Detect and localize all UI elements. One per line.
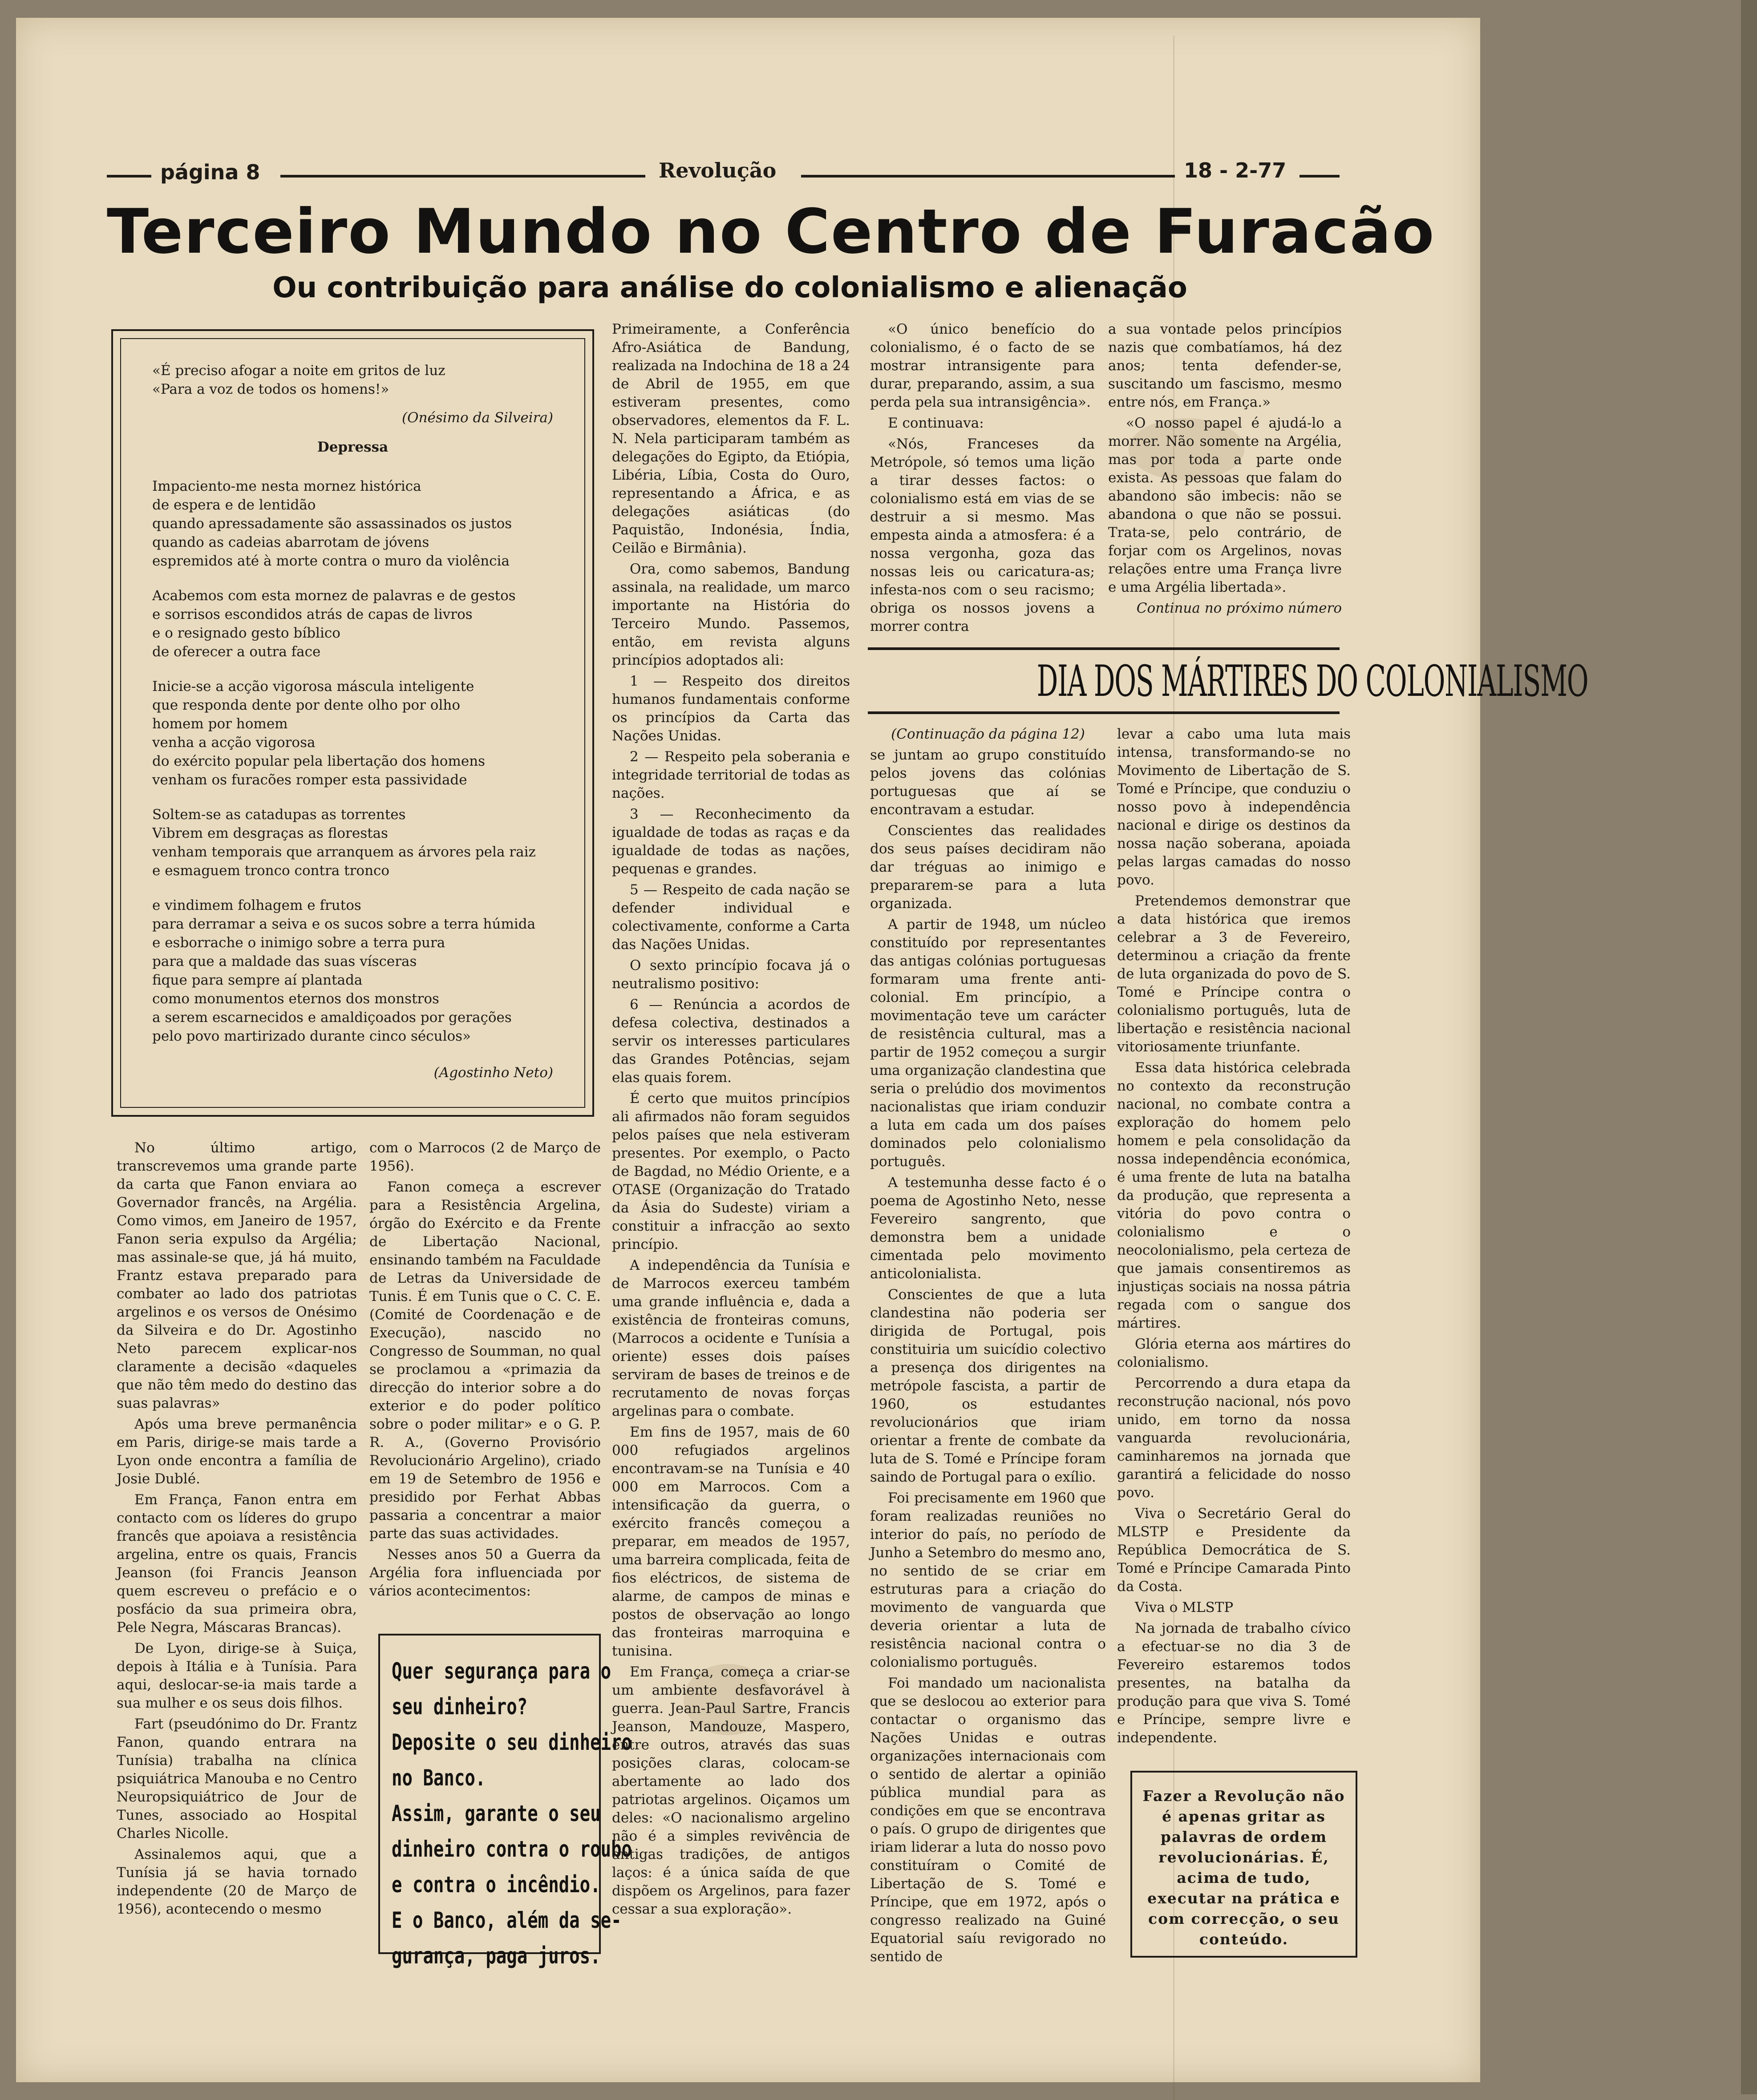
martyrs-column-2 <box>1117 725 1351 1750</box>
paragraph: E continuava: <box>888 415 984 431</box>
paragraph: 3 — Reconhecimento da igualdade de todas as raças e da igualdade de todas as nações, pequenas e grandes. <box>612 806 850 877</box>
poem-line: venha a acção vigorosa <box>152 735 316 751</box>
poem-line: Vibrem em desgraças as florestas <box>152 825 388 841</box>
paragraph: A testemunha desse facto é o poema de Agostinho Neto, nesse Fevereiro sangrento, que demonstra bem a unidade cimentada pelo movimento anticolonialista. <box>870 1175 1106 1282</box>
paragraph: 1 — Respeito dos direitos humanos fundamentais conforme os princípios da Carta das Nações Unidas. <box>612 673 850 744</box>
poem-line: fique para sempre aí plantada <box>152 972 363 988</box>
paragraph: Fanon começa a escrever para a Resistência Argelina, órgão do Exército e da Frente de Libertação Nacional, ensinando também na Faculdade de Letras da Universidade de Tunis. É em Tunis que o C. C. E. (Comité de Coordenação e de Execução), nascido no Congresso de Soumman, no qual se proclamou a «primazia da direcção do interior sobre a do exterior e do poder político sobre o poder militar» e o G. P. R. A., (Governo Provisório Revolucionário Argelino), criado em 19 de Setembro de 1956 e presidido por Ferhat Abbas passaria a concentrar a maior parte das suas actividades. <box>369 1179 601 1542</box>
poem-epigraph-line: «Para a voz de todos os homens!» <box>152 381 389 397</box>
header-rule <box>1300 175 1340 178</box>
paragraph: Primeiramente, a Conferência Afro-Asiática de Bandung, realizada na Indochina de 18 a 24 de Abril de 1955, em que estiveram presentes, como observadores, elementos da F. L. N. Nela participaram também as delegações do Egipto, da Etiópia, Libéria, Líbia, Costa do Ouro, representando a África, e as delegações asiáticas (do Paquistão, Indonésia, Índia, Ceilão e Birmânia). <box>612 321 850 556</box>
paragraph: «O nosso papel é ajudá-lo a morrer. Não somente na Argélia, mas por toda a parte onde exista. As pessoas que falam do abandono são imbecis: não se abandona o que não se possui. Trata-se, pelo contrário, de forjar com os Argelinos, novas relações entre uma França livre e uma Argélia libertada». <box>1108 415 1342 595</box>
poem-line: e sorrisos escondidos atrás de capas de livros <box>152 606 473 622</box>
poem-line: quando apressadamente são assassinados os justos <box>152 516 512 532</box>
header-rule <box>107 175 151 178</box>
poem-line: e esborrache o inimigo sobre a terra pura <box>152 935 445 951</box>
poem-author: (Agostinho Neto) <box>433 1065 553 1081</box>
paragraph: Viva o Secretário Geral do MLSTP e Presidente da República Democrática de S. Tomé e Príncipe Camarada Pinto da Costa. <box>1117 1506 1351 1595</box>
paragraph: Viva o MLSTP <box>1135 1599 1234 1615</box>
ad-line: no Banco. <box>392 1765 486 1791</box>
poem-line: espremidos até à morte contra o muro da violência <box>152 553 510 569</box>
paragraph: «Nós, Franceses da Metrópole, só temos uma lição a tirar desses factos: o colonialismo está em vias de se destruir a si mesmo. Mas empesta ainda a atmosfera: é a nossa vergonha, goza das nossas leis ou caricatura-as; infesta-nos com o seu racismo; obriga os nossos jovens a morrer contra <box>870 436 1095 634</box>
article-column-1 <box>117 1139 357 1921</box>
poem-line: e esmaguem tronco contra tronco <box>152 863 390 879</box>
paragraph: 6 — Renúncia a acordos de defesa colectiva, destinados a servir os interesses particulares das Grandes Potências, sejam elas quais forem. <box>612 997 850 1086</box>
page-number: página 8 <box>160 160 260 184</box>
poem-line: a serem escarnecidos e amaldiçoados por gerações <box>152 1010 512 1026</box>
paragraph: A partir de 1948, um núcleo constituído por representantes das antigas colónias portuguesas formaram uma frente anti-colonial. Em princípio, a movimentação teve um carácter de resistência cultural, mas a partir de 1952 começou a surgir uma organização clandestina que seria o prelúdio dos movimentos nacionalistas que iriam conduzir a luta em cada um dos países dominados pelo colonialismo português. <box>870 917 1106 1170</box>
paragraph: Foi mandado um nacionalista que se deslocou ao exterior para contactar o organismo das Nações Unidas e outras organizações internacionais com o sentido de alertar a opinião pública mundial para as condições em que se encontrava o país. O grupo de dirigentes que iriam liderar a luta do nosso povo constituíram o Comité de Libertação de S. Tomé e Príncipe, que em 1972, após o congresso realizado na Guiné Equatorial saíu revigorado no sentido de <box>870 1675 1106 1965</box>
paragraph: Glória eterna aos mártires do colonialismo. <box>1117 1336 1351 1370</box>
paragraph: 2 — Respeito pela soberania e integridade territorial de todas as nações. <box>612 749 850 801</box>
ad-line: Deposite o seu dinheiro <box>392 1729 632 1755</box>
poem-line: venham os furacões romper esta passividade <box>152 772 467 788</box>
poem-line: homem por homem <box>152 716 288 732</box>
stanza-break <box>152 570 553 586</box>
epigraph-author: (Onésimo da Silveira) <box>402 410 553 426</box>
article-column-3 <box>612 320 850 1921</box>
bank-advertisement <box>378 1634 632 1969</box>
paragraph: Pretendemos demonstrar que a data histórica que iremos celebrar a 3 de Fevereiro, determinou a criação da frente de luta organizada do povo de S. Tomé e Príncipe contra o colonialismo português, luta de libertação e resistência nacional vitoriosamente triunfante. <box>1117 893 1351 1055</box>
martyrs-column-1 <box>870 725 1106 1969</box>
poem-line: como monumentos eternos dos monstros <box>152 991 439 1007</box>
header-rule <box>280 175 645 178</box>
paragraph: A independência da Tunísia e de Marrocos exerceu também uma grande influência e, dada a existência de fronteiras comuns, (Marrocos a ocidente e Tunísia a oriente) esses dois países serviram de bases de treinos e de recrutamento de novas forças argelinas para o combate. <box>612 1257 850 1419</box>
article-column-4-upper <box>870 320 1095 638</box>
paragraph: Conscientes das realidades dos seus países decidiram não dar tréguas ao inimigo e prepararem-se para a luta organizada. <box>870 823 1106 912</box>
page-edge <box>1741 0 1757 2094</box>
poem-line: e o resignado gesto bíblico <box>152 625 340 641</box>
paragraph: De Lyon, dirige-se à Suiça, depois à Itália e à Tunísia. Para aqui, deslocar-se-ia mais tarde a sua mulher e os seus dois filhos. <box>117 1640 357 1711</box>
subheadline: Ou contribuição para análise do colonialismo e alienação <box>272 271 1187 304</box>
poem-line: venham temporais que arranquem as árvores pela raiz <box>152 844 536 860</box>
paragraph: É certo que muitos princípios ali afirmados não foram seguidos pelos países que nela estiveram presentes. Por exemplo, o Pacto de Bagdad, no Médio Oriente, e a OTASE (Organização do Tratado da Ásia do Sudeste) viriam a constituir a infracção ao sexto princípio. <box>612 1090 850 1252</box>
ad-line: E o Banco, além da se- <box>392 1907 622 1933</box>
poem-line: para que a maldade das suas vísceras <box>152 953 417 969</box>
article-column-2 <box>369 1139 601 1603</box>
header-rule <box>801 175 1175 178</box>
paragraph: Fart (pseudónimo do Dr. Frantz Fanon, quando entrara na Tunísia) trabalha na clínica psiquiátrica Manouba e no Centro Neuropsiquiátrico de Jour de Tunes, associado ao Hospital Charles Nicolle. <box>117 1716 357 1842</box>
ad-line: seu dinheiro? <box>392 1694 528 1720</box>
poem-line: Inicie-se a acção vigorosa máscula inteligente <box>152 678 474 695</box>
paragraph: 5 — Respeito de cada nação se defender individual e colectivamente, conforme a Carta das Nações Unidas. <box>612 882 850 953</box>
ad-line: dinheiro contra o roubo <box>392 1836 632 1862</box>
paragraph: Assinalemos aqui, que a Tunísia já se havia tornado independente (20 de Março de 1956), acontecendo o mesmo <box>117 1846 357 1917</box>
paragraph: O sexto princípio focava já o neutralismo positivo: <box>612 957 850 992</box>
issue-date: 18 - 2-77 <box>1184 158 1287 182</box>
stanza-break <box>152 880 553 896</box>
poem-line: Soltem-se as catadupas as torrentes <box>152 807 406 823</box>
paragraph: «O único benefício do colonialismo, é o facto de se mostrar intransigente para durar, preparando, assim, a sua perda pela sua intransigência». <box>870 321 1095 410</box>
poem-line: e vindimem folhagem e frutos <box>152 897 361 913</box>
paragraph: Essa data histórica celebrada no contexto da reconstrução nacional, no combate contra a exploração do homem pelo homem e pela consolidação da nossa independência económica, é uma frente de luta na batalha da produção, que representa a vitória do povo contra o colonialismo e o neocolonialismo, pela certeza de que jamais consentiremos as injustiças sociais na nossa pátria regada com o sangue dos mártires. <box>1117 1060 1351 1331</box>
poem-line: Acabemos com esta mornez de palavras e de gestos <box>152 588 516 604</box>
ad-line: Assim, garante o seu <box>392 1801 601 1826</box>
poem-line: de espera e de lentidão <box>152 497 316 513</box>
paragraph: Continua no próximo número <box>1136 600 1342 616</box>
paragraph: com o Marrocos (2 de Março de 1956). <box>369 1140 601 1174</box>
ad-line: e contra o incêndio. <box>392 1872 601 1898</box>
paragraph: a sua vontade pelos princípios nazis que combatíamos, há dez anos; tenta defender-se, suscitando um fascismo, mesmo entre nós, em França.» <box>1108 321 1342 410</box>
paragraph: Foi precisamente em 1960 que foram realizadas reuniões no interior do país, no período de Junho a Setembro do mesmo ano, no sentido de se criar em estruturas para a criação do movimento de vanguarda que deveria orientar a luta de resistência nacional contra o colonialismo português. <box>870 1490 1106 1670</box>
poem-lines <box>152 477 553 1046</box>
stanza-break <box>152 661 553 677</box>
poem-box <box>111 329 594 1117</box>
quote-box: Fazer a Revolução não é apenas gritar as palavras de ordem revolucionárias. É, acima de tudo, executar na prática e com correcção, o seu conteúdo. <box>1130 1771 1357 1958</box>
paragraph: No último artigo, transcrevemos uma grande parte da carta que Fanon enviara ao Governador francês, na Argélia. Como vimos, em Janeiro de 1957, Fanon seria expulso da Argélia; mas assinale-se que, já há muito, Frantz estava preparado para combater ao lado dos patriotas argelinos e os versos de Onésimo da Silveira e do Dr. Agostinho Neto parecem explicar-nos claramente a decisão «daqueles que não têm medo do destino das suas palavras» <box>117 1140 357 1411</box>
paragraph: Na jornada de trabalho cívico a efectuar-se no dia 3 de Fevereiro estaremos todos presentes, na batalha da produção para que viva S. Tomé e Príncipe, sempre livre e independente. <box>1117 1620 1351 1746</box>
paragraph: Percorrendo a dura etapa da reconstrução nacional, nós povo unido, em torno da nossa vanguarda revolucionária, caminharemos na jornada que garantirá a felicidade do nosso povo. <box>1117 1375 1351 1501</box>
paragraph: Conscientes de que a luta clandestina não poderia ser dirigida de Portugal, pois constituiria um suicídio colectivo a presença dos dirigentes na metrópole fascista, a partir de 1960, os estudantes revolucionários que iriam orientar a frente de combate da luta de S. Tomé e Príncipe foram saindo de Portugal para o exílio. <box>870 1287 1106 1485</box>
paragraph: Nesses anos 50 a Guerra da Argélia fora influenciada por vários acontecimentos: <box>369 1547 601 1599</box>
paragraph: Ora, como sabemos, Bandung assinala, na realidade, um marco importante na História do Terceiro Mundo. Passemos, então, em revista alguns princípios adoptados ali: <box>612 561 850 668</box>
poem-line: Impaciento-me nesta mornez histórica <box>152 478 421 494</box>
poem-line: pelo povo martirizado durante cinco séculos» <box>152 1028 471 1044</box>
headline: Terceiro Mundo no Centro de Furacão <box>107 196 1435 267</box>
paragraph: Em França, começa a criar-se um ambiente desfavorável à guerra. Jean-Paul Sartre, Francis Jeanson, Mandouze, Maspero, entre outros, através das suas posições claras, colocam-se abertamente ao lado dos patriotas argelinos. Oiçamos um deles: «O nacionalismo argelino não é a simples revivência de antigas tradições, de antigos laços: é a única saída de que dispõem os Argelinos, para fazer cessar a sua exploração». <box>612 1664 850 1917</box>
poem-content <box>120 338 585 1108</box>
banner-title: DIA DOS MÁRTIRES DO COLONIALISMO <box>1036 656 1588 706</box>
section-banner <box>868 647 1588 714</box>
paragraph: Em França, Fanon entra em contacto com os líderes do grupo francês que apoiava a resistência argelina, entre os quais, Francis Jeanson (foi Francis Jeanson quem escreveu o prefácio e o posfácio da sua primeira obra, Pele Negra, Máscaras Brancas). <box>117 1492 357 1636</box>
poem-line: quando as cadeias abarrotam de jóvens <box>152 534 429 550</box>
poem-line: para derramar a seiva e os sucos sobre a terra húmida <box>152 916 536 932</box>
paragraph: (Continuação da página 12) <box>891 726 1085 742</box>
paragraph: Em fins de 1957, mais de 60 000 refugiados argelinos encontravam-se na Tunísia e 40 000 em Marrocos. Com a intensificação da guerra, o exército francês começou a preparar, em meados de 1957, uma barreira complicada, feita de fios eléctricos, de sistema de alarme, de campos de minas e postos de observação ao longo das fronteiras marroquina e tunisina. <box>612 1424 850 1659</box>
poem-epigraph-line: «É preciso afogar a noite em gritos de luz <box>152 363 445 379</box>
poem-line: de oferecer a outra face <box>152 644 321 660</box>
poem-line: que responda dente por dente olho por olho <box>152 697 460 713</box>
stanza-break <box>152 789 553 805</box>
ad-line: Quer segurança para o <box>392 1658 611 1684</box>
poem-line: do exército popular pela libertação dos homens <box>152 753 486 769</box>
ad-line: gurança, paga juros. <box>392 1943 601 1969</box>
paragraph: levar a cabo uma luta mais intensa, transformando-se no Movimento de Libertação de S. Tomé e Príncipe, que conduziu o nosso povo à independência nacional e dirige os destinos da nossa nação soberana, apoiada pelas largas camadas do nosso povo. <box>1117 726 1351 888</box>
paragraph: se juntam ao grupo constituído pelos jovens das colónias portuguesas que aí se encontravam a estudar. <box>870 747 1106 818</box>
paragraph: Após uma breve permanência em Paris, dirige-se mais tarde a Lyon onde encontra a família de Josie Dublé. <box>117 1416 357 1487</box>
newspaper-name: Revolução <box>659 158 777 182</box>
article-column-5-upper <box>1108 320 1342 620</box>
poem-title: Depressa <box>317 439 389 455</box>
